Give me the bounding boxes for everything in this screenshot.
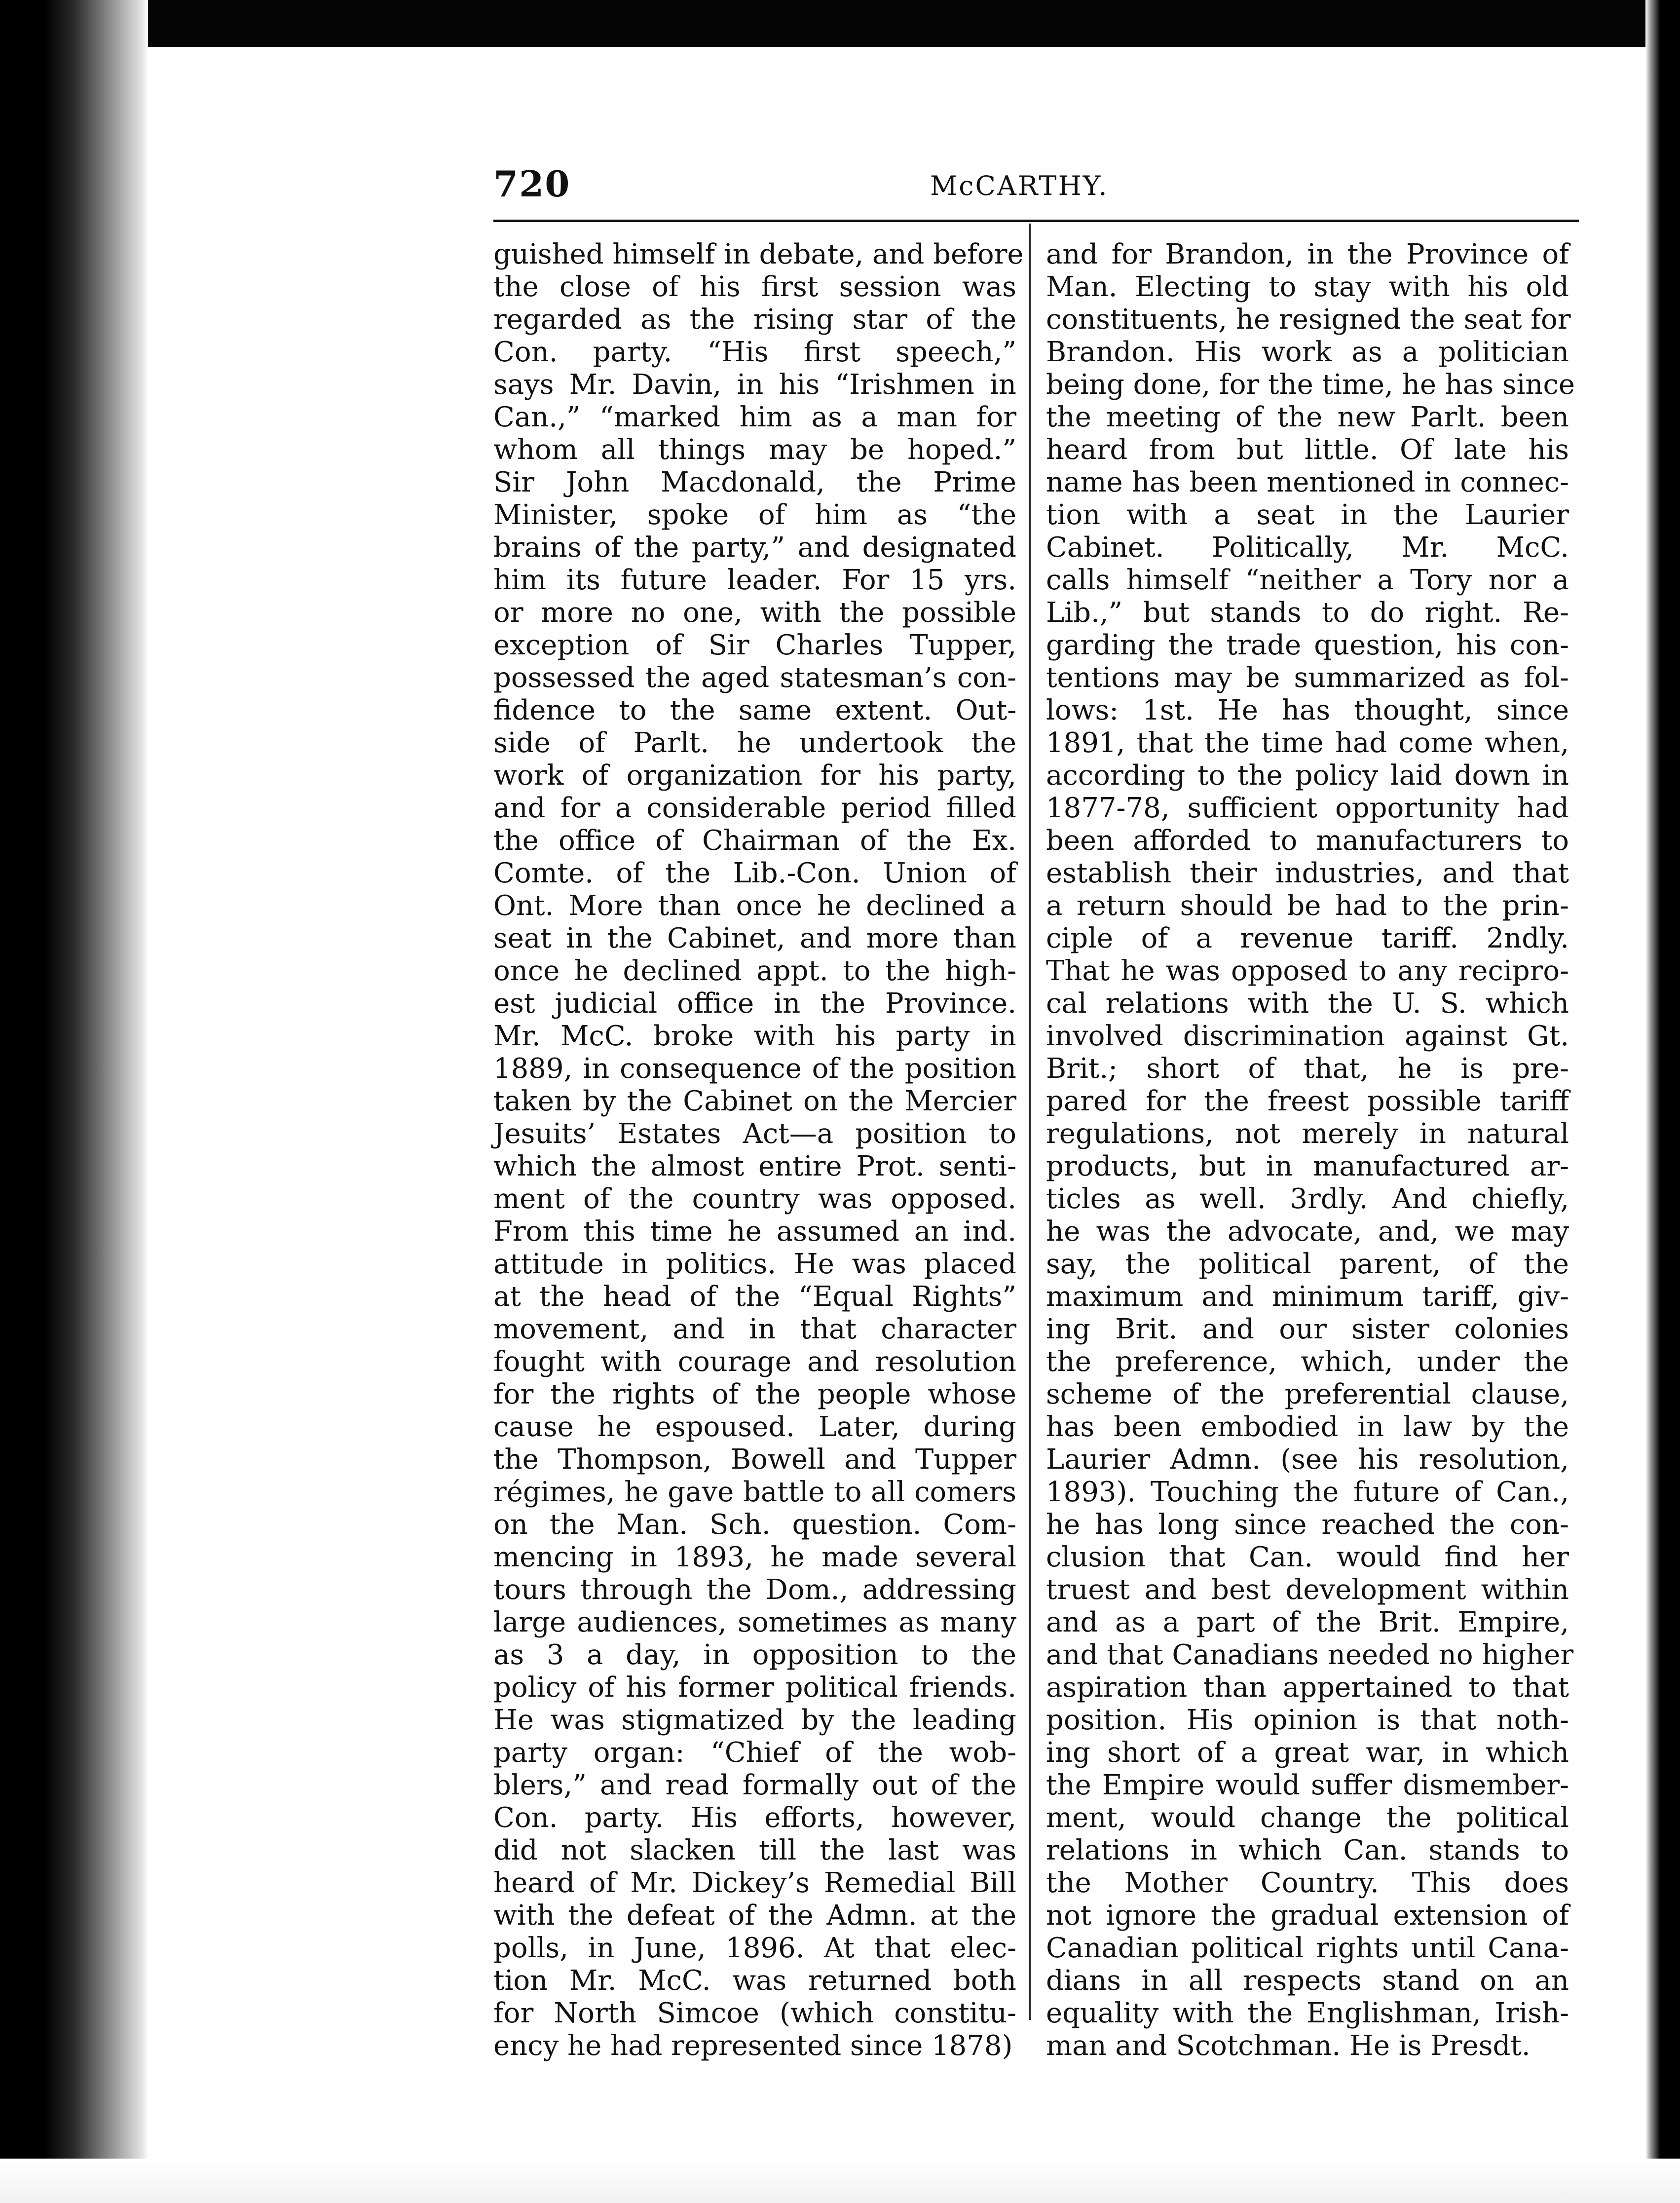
text-line: not ignore the gradual extension of	[1046, 1899, 1569, 1932]
text-line: and as a part of the Brit. Empire,	[1046, 1606, 1569, 1638]
column-divider	[1029, 224, 1031, 2020]
text-line: he has long since reached the con-	[1046, 1509, 1569, 1541]
text-line: Ont. More than once he declined a	[493, 890, 1016, 922]
text-line: he was the advocate, and, we may	[1046, 1215, 1569, 1248]
scan-border-bottom	[0, 2159, 1680, 2203]
text-line: cause he espoused. Later, during	[493, 1411, 1016, 1443]
text-line: guished himself in debate, and before	[493, 238, 1024, 270]
text-line: the close of his first session was	[493, 271, 1016, 303]
text-line: side of Parlt. he undertook the	[493, 727, 1016, 759]
text-line: pared for the freest possible tariff	[1046, 1085, 1569, 1117]
page-header	[493, 160, 1579, 215]
text-line: relations in which Can. stands to	[1046, 1834, 1569, 1866]
text-line: a return should be had to the prin-	[1046, 890, 1569, 922]
text-line: exception of Sir Charles Tupper,	[493, 629, 1016, 661]
text-line: or more no one, with the possible	[493, 597, 1016, 629]
text-line: involved discrimination against Gt.	[1046, 1020, 1569, 1052]
text-line: with the defeat of the Admn. at the	[493, 1899, 1016, 1932]
text-line: been afforded to manufacturers to	[1046, 825, 1569, 857]
text-line: He was stigmatized by the leading	[493, 1704, 1016, 1736]
text-line: say, the political parent, of the	[1046, 1248, 1569, 1280]
text-line: party organ: “Chief of the wob-	[493, 1737, 1016, 1769]
text-line: 1891, that the time had come when,	[1046, 727, 1569, 759]
text-line: work of organization for his party,	[493, 760, 1016, 792]
text-line: 1889, in consequence of the position	[493, 1053, 1016, 1085]
text-line: ing Brit. and our sister colonies	[1046, 1313, 1569, 1345]
text-line: being done, for the time, he has since	[1046, 369, 1575, 401]
text-line: 1877-78, sufficient opportunity had	[1046, 792, 1569, 824]
text-line: as 3 a day, in opposition to the	[493, 1639, 1016, 1671]
text-line: the Mother Country. This does	[1046, 1867, 1569, 1899]
text-line: cal relations with the U. S. which	[1046, 988, 1569, 1020]
text-line: according to the policy laid down in	[1046, 760, 1569, 792]
text-line: Brit.; short of that, he is pre-	[1046, 1053, 1569, 1085]
scan-border-right	[1645, 0, 1680, 2203]
text-line: large audiences, sometimes as many	[493, 1606, 1016, 1638]
text-line: régimes, he gave battle to all comers	[493, 1476, 1016, 1508]
text-line: the preference, which, under the	[1046, 1346, 1569, 1378]
text-line: says Mr. Davin, in his “Irishmen in	[493, 369, 1016, 401]
text-line: aspiration than appertained to that	[1046, 1671, 1569, 1704]
text-line: heard of Mr. Dickey’s Remedial Bill	[493, 1867, 1016, 1899]
text-line: the Empire would suffer dismember-	[1046, 1769, 1569, 1801]
text-line: ency he had represented since 1878)	[493, 2030, 1013, 2062]
text-line: fidence to the same extent. Out-	[493, 694, 1016, 726]
text-column-right	[1046, 238, 1575, 2062]
text-line: whom all things may be hoped.”	[493, 434, 1016, 466]
text-line: truest and best development within	[1046, 1574, 1569, 1606]
text-line: constituents, he resigned the seat for	[1046, 304, 1571, 336]
text-line: brains of the party,” and designated	[493, 532, 1016, 564]
text-line: products, but in manufactured ar-	[1046, 1150, 1569, 1182]
text-line: Cabinet. Politically, Mr. McC.	[1046, 532, 1569, 564]
text-line: taken by the Cabinet on the Mercier	[493, 1085, 1016, 1117]
text-line: est judicial office in the Province.	[493, 988, 1016, 1020]
text-line: Laurier Admn. (see his resolution,	[1046, 1443, 1569, 1476]
text-line: has been embodied in law by the	[1046, 1411, 1569, 1443]
text-line: the office of Chairman of the Ex.	[493, 825, 1016, 857]
text-line: equality with the Englishman, Irish-	[1046, 1997, 1569, 2029]
text-line: Jesuits’ Estates Act—a position to	[493, 1118, 1016, 1150]
scan-border-left	[0, 0, 148, 2203]
text-line: on the Man. Sch. question. Com-	[493, 1509, 1016, 1541]
text-line: the meeting of the new Parlt. been	[1046, 401, 1569, 433]
text-line: and for a considerable period filled	[493, 792, 1016, 824]
text-line: regarded as the rising star of the	[493, 304, 1016, 336]
text-line: name has been mentioned in connec-	[1046, 466, 1569, 498]
text-line: garding the trade question, his con-	[1046, 629, 1569, 661]
text-column-left	[493, 238, 1024, 2062]
text-line: the Thompson, Bowell and Tupper	[493, 1443, 1016, 1476]
text-line: clusion that Can. would find her	[1046, 1541, 1569, 1573]
text-line: seat in the Cabinet, and more than	[493, 922, 1016, 954]
text-line: Brandon. His work as a politician	[1046, 336, 1569, 368]
text-line: Con. party. His efforts, however,	[493, 1802, 1016, 1834]
text-line: and for Brandon, in the Province of	[1046, 238, 1569, 270]
text-line: did not slacken till the last was	[493, 1834, 1016, 1866]
text-line: tours through the Dom., addressing	[493, 1574, 1016, 1606]
text-line: heard from but little. Of late his	[1046, 434, 1569, 466]
text-line: tentions may be summarized as fol-	[1046, 662, 1569, 694]
text-line: fought with courage and resolution	[493, 1346, 1016, 1378]
text-line: From this time he assumed an ind.	[493, 1215, 1016, 1248]
text-line: calls himself “neither a Tory nor a	[1046, 564, 1569, 596]
text-line: and that Canadians needed no higher	[1046, 1639, 1574, 1671]
text-line: man and Scotchman. He is Presdt.	[1046, 2030, 1531, 2062]
text-line: attitude in politics. He was placed	[493, 1248, 1016, 1280]
text-line: ing short of a great war, in which	[1046, 1737, 1569, 1769]
text-line: policy of his former political friends.	[493, 1671, 1016, 1704]
text-line: ment of the country was opposed.	[493, 1183, 1016, 1215]
text-line: tion Mr. McC. was returned both	[493, 1965, 1016, 1997]
text-line: ciple of a revenue tariff. 2ndly.	[1046, 922, 1569, 954]
text-line: once he declined appt. to the high-	[493, 955, 1016, 987]
text-line: dians in all respects stand on an	[1046, 1965, 1569, 1997]
page-number: 720	[493, 163, 571, 205]
text-line: ment, would change the political	[1046, 1802, 1569, 1834]
text-line: Canadian political rights until Cana-	[1046, 1932, 1569, 1964]
text-line: Comte. of the Lib.-Con. Union of	[493, 857, 1016, 889]
text-line: ticles as well. 3rdly. And chiefly,	[1046, 1183, 1569, 1215]
text-line: regulations, not merely in natural	[1046, 1118, 1569, 1150]
text-line: 1893). Touching the future of Can.,	[1046, 1476, 1569, 1508]
text-line: polls, in June, 1896. At that elec-	[493, 1932, 1016, 1964]
text-line: him its future leader. For 15 yrs.	[493, 564, 1016, 596]
text-line: That he was opposed to any recipro-	[1046, 955, 1569, 987]
text-line: which the almost entire Prot. senti-	[493, 1150, 1016, 1182]
text-line: at the head of the “Equal Rights”	[493, 1281, 1016, 1313]
text-line: Minister, spoke of him as “the	[493, 499, 1016, 531]
text-line: tion with a seat in the Laurier	[1046, 499, 1569, 531]
text-line: for North Simcoe (which constitu-	[493, 1997, 1016, 2029]
text-line: possessed the aged statesman’s con-	[493, 662, 1016, 694]
text-line: Can.,” “marked him as a man for	[493, 401, 1016, 433]
text-line: Con. party. “His first speech,”	[493, 336, 1016, 368]
text-line: Lib.,” but stands to do right. Re-	[1046, 597, 1569, 629]
text-line: mencing in 1893, he made several	[493, 1541, 1016, 1573]
scan-border-top	[0, 0, 1680, 47]
header-rule	[493, 220, 1579, 222]
running-head: McCARTHY.	[930, 170, 1109, 201]
text-line: scheme of the preferential clause,	[1046, 1378, 1569, 1410]
text-line: position. His opinion is that noth-	[1046, 1704, 1569, 1736]
text-line: blers,” and read formally out of the	[493, 1769, 1016, 1801]
text-line: establish their industries, and that	[1046, 857, 1569, 889]
text-line: maximum and minimum tariff, giv-	[1046, 1281, 1569, 1313]
text-line: lows: 1st. He has thought, since	[1046, 694, 1569, 726]
text-line: Sir John Macdonald, the Prime	[493, 466, 1016, 498]
text-line: for the rights of the people whose	[493, 1378, 1016, 1410]
text-line: Mr. McC. broke with his party in	[493, 1020, 1016, 1052]
text-line: movement, and in that character	[493, 1313, 1016, 1345]
text-line: Man. Electing to stay with his old	[1046, 271, 1569, 303]
